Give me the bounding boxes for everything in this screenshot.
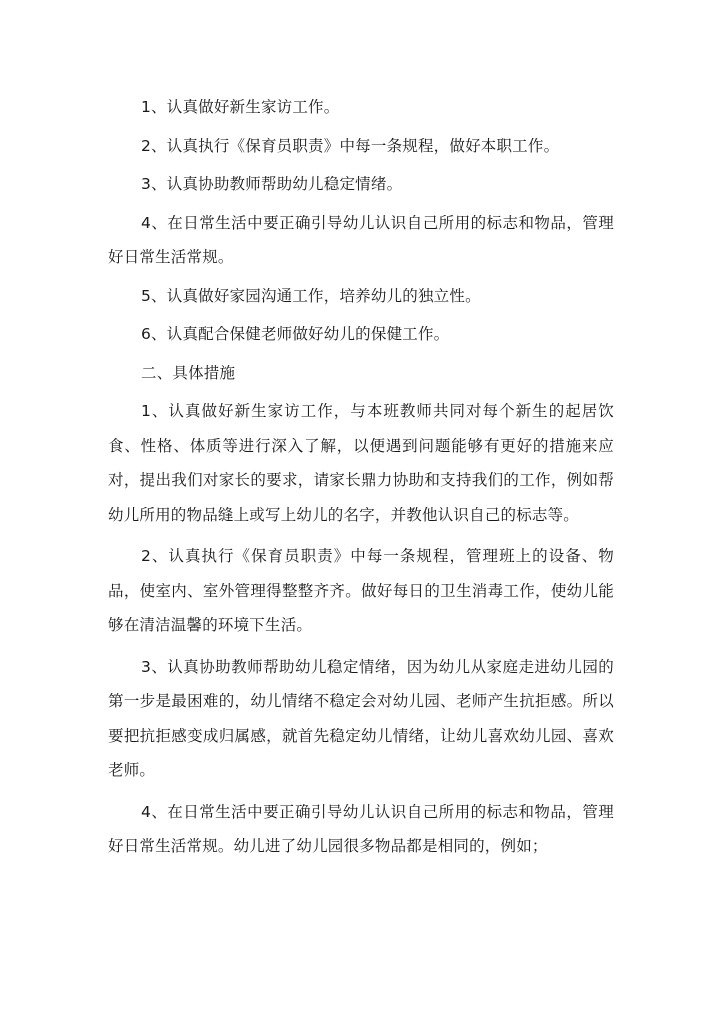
paragraph-measure-4: 4、在日常生活中要正确引导幼儿认识自己所用的标志和物品，管理好日常生活常规。幼儿进了幼儿园很多物品都是相同的，例如；: [108, 802, 614, 855]
paragraph-measure-3: 3、认真协助教师帮助幼儿稳定情绪，因为幼儿从家庭走进幼儿园的第一步是最困难的，幼儿情绪不稳定会对幼儿园、老师产生抗拒感。所以要把抗拒感变成归属感，就首先稳定幼儿情绪，让幼儿喜欢幼儿园、喜欢老师。: [108, 657, 614, 779]
paragraph-goal-6: 6、认真配合保健老师做好幼儿的保健工作。: [141, 325, 450, 343]
paragraph-measure-1: 1、认真做好新生家访工作，与本班教师共同对每个新生的起居饮食、性格、体质等进行深入了解，以便遇到问题能够有更好的措施来应对，提出我们对家长的要求，请家长鼎力协助和支持我们的工作，例如帮幼儿所用的物品缝上或写上幼儿的名字，并教他认识自己的标志等。: [108, 402, 614, 524]
paragraph-goal-1: 1、认真做好新生家访工作。: [141, 98, 340, 116]
paragraph-goal-2: 2、认真执行《保育员职责》中每一条规程，做好本职工作。: [141, 136, 560, 155]
paragraph-goal-3: 3、认真协助教师帮助幼儿稳定情绪。: [141, 175, 403, 193]
paragraph-measure-2: 2、认真执行《保育员职责》中每一条规程，管理班上的设备、物品，使室内、室外管理得整整齐齐。做好每日的卫生消毒工作，使幼儿能够在清洁温馨的环境下生活。: [108, 547, 614, 634]
section-heading-measures: 二、具体措施: [141, 363, 236, 382]
paragraph-goal-5: 5、认真做好家园沟通工作，培养幼儿的独立性。: [141, 286, 481, 305]
document-body: [108, 90, 614, 864]
paragraph-goal-4: 4、在日常生活中要正确引导幼儿认识自己所用的标志和物品，管理好日常生活常规。: [108, 213, 614, 266]
